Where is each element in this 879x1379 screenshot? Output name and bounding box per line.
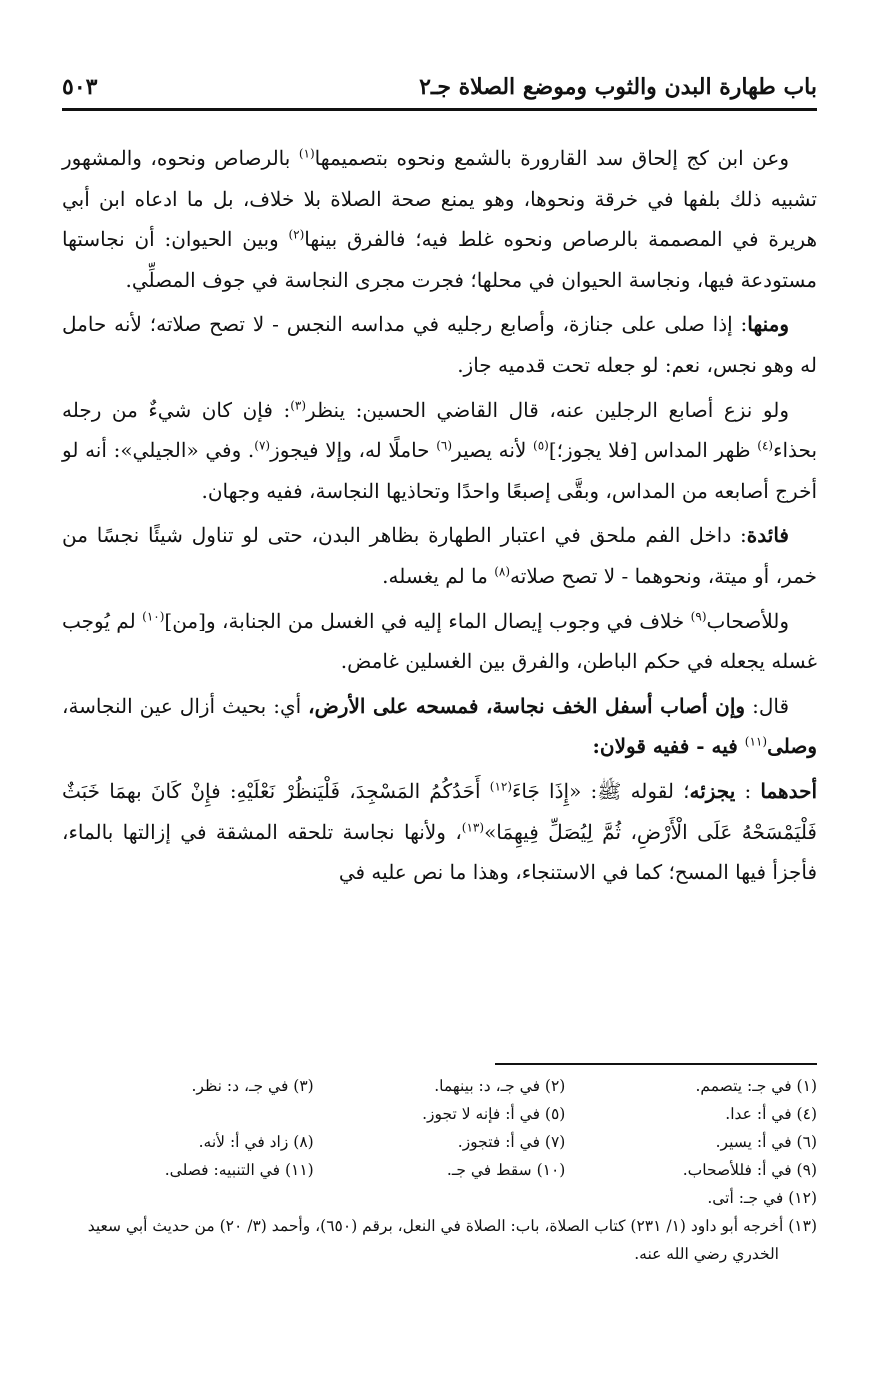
footnote-separator [495, 1063, 817, 1065]
footnote-ref[interactable]: (٧) [254, 438, 271, 453]
text: قال: [745, 693, 790, 718]
footnote-ref[interactable]: (٢) [288, 227, 305, 242]
footnote-row [62, 1156, 817, 1184]
hadith-text: أَحَدُكُمُ المَسْجِدَ، فَلْيَنظُرْ نَعْلَيْهِ: فإِنْ كَانَ بهمَا خَبَثٌ فَلْيَمْسَحْهُ عَلَى الْأَرْضِ، ثُمَّ لِيُصَلِّ فِيهِمَا» [62, 778, 817, 844]
footnote-ref[interactable]: (٥) [533, 438, 549, 453]
page-header [62, 60, 817, 111]
text: أي: بحيث أزال عين النجاسة، [62, 693, 309, 718]
footnote: (٧) في أ: فتجوز. [457, 1133, 566, 1151]
footnote: (١٣) أخرجه أبو داود (١/ ٢٣١) كتاب الصلاة، باب: الصلاة في النعل، برقم (٦٥٠)، وأحمد (٣/ ٢٠) من حديث أبي سعيد الخدري رضي الله عنه. [87, 1217, 817, 1263]
paragraph-5 [62, 601, 817, 682]
matn-text: وإن أصاب أسفل الخف نجاسة، فمسحه على الأرض، [308, 693, 746, 718]
footnote: (١١) في التنبيه: فصلى. [164, 1161, 314, 1179]
footnote-ref[interactable]: (٣) [290, 397, 307, 412]
text: ما لم يغسله. [382, 563, 495, 588]
footnote: (٢) في جـ، د: بينهما. [434, 1077, 566, 1095]
text: : [735, 778, 761, 803]
footnote-ref[interactable]: (١١) [744, 734, 768, 749]
footnote-ref[interactable]: (٨) [494, 564, 511, 579]
text: وبين الحيوان: أن نجاستها مستودعة فيها، ونجاسة الحيوان في محلها؛ فجرت مجرى النجاسة في جوف المصلِّي. [62, 227, 817, 292]
main-text [62, 138, 817, 893]
text: وعن ابن كج إلحاق سد القارورة بالشمع ونحوه بتصميمها [314, 146, 789, 170]
footnote: (٦) في أ: يسير. [715, 1133, 817, 1151]
text: ؛ لقوله ﷺ: «إِذَا جَاءَ [512, 778, 690, 803]
text: ظهر المداس [فلا يجوز؛] [548, 438, 758, 463]
footnote: (٥) في أ: فإنه لا تجوز. [422, 1105, 566, 1123]
footnotes [62, 1072, 817, 1268]
matn-text: يجزئه [689, 778, 736, 803]
page-number: ٥٠٣ [62, 74, 98, 100]
footnote-row [62, 1100, 817, 1128]
footnote-ref[interactable]: (١٢) [489, 779, 513, 794]
matn-text: فيه - ففيه قولان: [592, 734, 745, 759]
paragraph-6 [62, 686, 817, 767]
text: لم يُوجب غسله يجعله في حكم الباطن، والفرق بين الغسلين غامض. [62, 608, 817, 674]
footnote: (١) في جـ: يتصمم. [695, 1077, 817, 1095]
text: خلاف في وجوب إيصال الماء إليه في الغسل من الجنابة، و[من] [164, 608, 691, 633]
text: : فإن كان شيءٌ من رجله بحذاء [62, 397, 818, 463]
text: ولو نزع أصابع الرجلين عنه، قال القاضي الحسين: ينظر [306, 397, 789, 422]
footnote-ref[interactable]: (١٠) [142, 608, 165, 623]
footnote: (٨) زاد في أ: لأنه. [198, 1133, 314, 1151]
footnote: (٣) في جـ، د: نظر. [191, 1077, 314, 1095]
footnote: (١٢) في جـ: أتى. [707, 1189, 817, 1207]
footnote: (١٠) سقط في جـ. [446, 1161, 566, 1179]
footnote-ref[interactable]: (١٣) [461, 819, 485, 834]
paragraph-7 [62, 771, 817, 893]
text: ، ولأنها نجاسة تلحقه المشقة في إزالتها بالماء، فأجزأ فيها المسح؛ كما في الاستنجاء، وهذا ما نص عليه في [62, 819, 817, 885]
matn-text: وصلى [767, 734, 817, 759]
lead-word: أحدهما [760, 778, 817, 803]
footnote-row [62, 1072, 817, 1100]
footnote-ref[interactable]: (٦) [436, 438, 453, 453]
text: : داخل الفم ملحق في اعتبار الطهارة بظاهر البدن، حتى لو تناول شيئًا نجسًا من خمر، أو ميتة، ونحوهما - لا تصح صلاته [62, 523, 817, 588]
footnote-ref[interactable]: (٤) [757, 438, 774, 453]
paragraph-1 [62, 138, 817, 300]
footnote-ref[interactable]: (١) [298, 146, 315, 161]
paragraph-4 [62, 515, 817, 596]
footnote-row [62, 1128, 817, 1156]
text: بالرصاص ونحوه، والمشهور تشبيه ذلك بلفها في خرقة ونحوها، وهو يمنع صحة الصلاة بلا خلاف، بل ما ادعاه ابن أبي هريرة في المصممة بالرصاص ونحوه غلط فيه؛ فالفرق بينها [62, 146, 817, 252]
footnote-ref[interactable]: (٩) [690, 608, 707, 623]
lead-word: فائدة [746, 523, 789, 548]
text: لأنه يصير [452, 438, 534, 463]
text: حاملًا له، وإلا فيجوز [270, 438, 437, 463]
text: . وفي «الجيلي»: أنه لو أخرج أصابعه من المداس، وبقَّى إصبعًا واحدًا وتحاذيها النجاسة، ففيه وجهان. [62, 438, 817, 503]
running-title: باب طهارة البدن والثوب وموضع الصلاة جـ٢ [419, 74, 817, 100]
paragraph-3 [62, 390, 817, 512]
text: وللأصحاب [706, 608, 789, 633]
text: : إذا صلى على جنازة، وأصابع رجليه في مداسه النجس - لا تصح صلاته؛ لأنه حامل له وهو نجس، نعم: لو جعله تحت قدميه جاز. [62, 312, 817, 377]
footnote: (٤) في أ: عدا. [725, 1105, 817, 1123]
paragraph-2 [62, 304, 817, 385]
footnote: (٩) في أ: فللأصحاب. [682, 1161, 817, 1179]
lead-word: ومنها [747, 312, 789, 337]
